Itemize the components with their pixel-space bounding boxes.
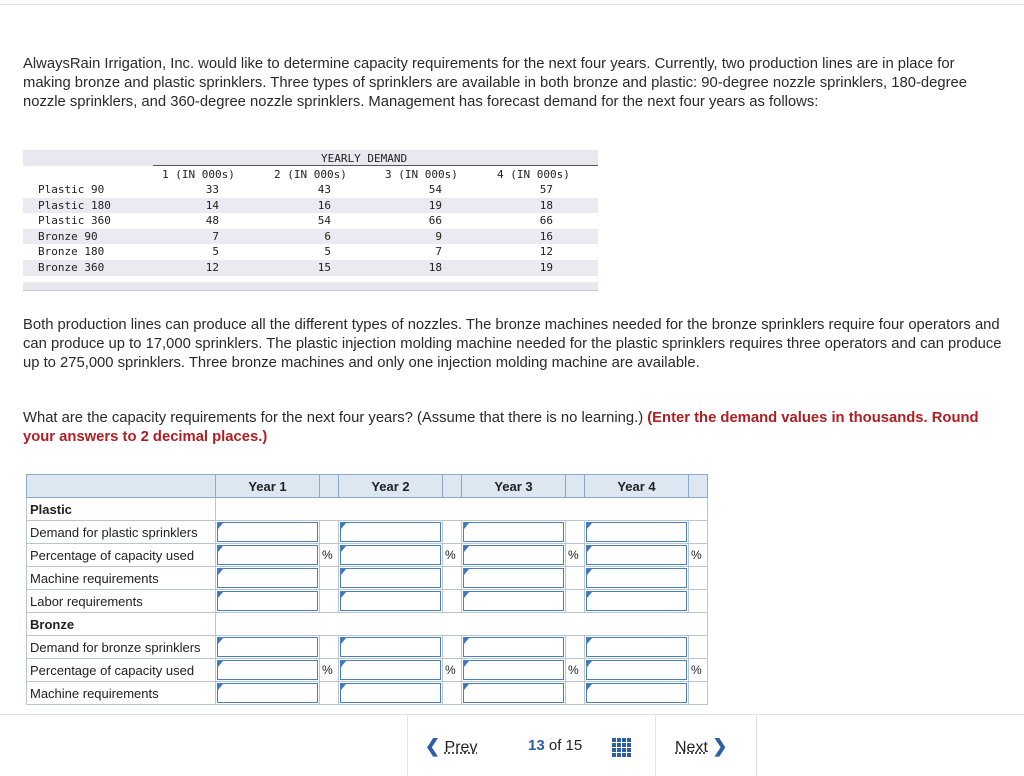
year-header: Year 4 xyxy=(585,475,689,498)
demand-cell: 66 xyxy=(428,214,442,228)
answer-cell xyxy=(462,682,566,705)
demand-table-row xyxy=(23,182,598,198)
answer-input[interactable] xyxy=(586,568,687,588)
capacity-paragraph: Both production lines can produce all the different types of nozzles. The bronze machines needed for the bronze sprinklers require four operators and can produce up to 17,000 sprinklers. The plastic injection molding machine needed for the plastic sprinklers requires three operators and can produce up to 275,000 sprinklers. Three bronze machines and only one injection molding machine are available. xyxy=(23,317,1002,371)
answer-input[interactable] xyxy=(463,522,564,542)
answer-cell xyxy=(585,521,689,544)
percent-cell xyxy=(689,567,708,590)
answer-input[interactable] xyxy=(463,568,564,588)
demand-row-label: Bronze 90 xyxy=(38,229,98,243)
answer-cell xyxy=(339,659,443,682)
demand-cell: 43 xyxy=(317,183,331,196)
answer-cell xyxy=(585,590,689,613)
percent-col-header xyxy=(689,475,708,498)
percent-cell xyxy=(566,544,585,567)
percent-cell xyxy=(443,521,462,544)
demand-cell: 15 xyxy=(317,260,331,274)
percent-cell xyxy=(566,659,585,682)
demand-cell: 7 xyxy=(435,245,442,259)
answer-input[interactable] xyxy=(340,568,441,588)
answer-header-blank xyxy=(27,475,216,498)
percent-cell xyxy=(320,544,339,567)
demand-table-row xyxy=(23,260,598,276)
answer-cell xyxy=(585,544,689,567)
percent-cell xyxy=(689,544,708,567)
answer-cell xyxy=(585,659,689,682)
answer-header-row xyxy=(27,475,708,498)
year-header: Year 3 xyxy=(462,475,566,498)
bronze-section-label: Bronze xyxy=(27,613,216,636)
demand-table-title: YEARLY DEMAND xyxy=(321,152,408,165)
percent-cell xyxy=(320,659,339,682)
answer-cell xyxy=(462,659,566,682)
percent-sign: % xyxy=(568,548,579,562)
answer-input[interactable] xyxy=(340,545,441,565)
question-paragraph xyxy=(23,409,1003,447)
row-label: Machine requirements xyxy=(27,567,216,590)
year-header: Year 1 xyxy=(216,475,320,498)
instruction-hint: (Enter the demand values in thousands. Round your answers to 2 decimal places.) xyxy=(23,410,979,445)
answer-cell xyxy=(462,544,566,567)
answer-input[interactable] xyxy=(586,637,687,657)
demand-cell: 19 xyxy=(428,198,442,212)
percent-cell xyxy=(320,521,339,544)
answer-cell xyxy=(462,567,566,590)
answer-cell xyxy=(216,567,320,590)
answer-cell xyxy=(339,682,443,705)
demand-cell: 66 xyxy=(539,214,553,228)
demand-cell: 9 xyxy=(435,229,442,243)
plastic-section xyxy=(27,498,708,521)
column-header-year3: 3 (IN 000s) xyxy=(385,168,458,181)
answer-cell xyxy=(585,636,689,659)
demand-table-column-headers xyxy=(23,166,598,182)
demand-cell: 54 xyxy=(317,214,331,228)
section-fill xyxy=(216,498,708,521)
demand-table-row xyxy=(23,244,598,260)
answer-cell xyxy=(339,544,443,567)
demand-cell: 6 xyxy=(324,229,331,243)
demand-cell: 16 xyxy=(539,229,553,243)
answer-cell xyxy=(462,521,566,544)
percent-cell xyxy=(443,544,462,567)
nav-separator xyxy=(756,714,757,776)
demand-cell: 18 xyxy=(539,198,553,212)
current-page: 13 xyxy=(528,737,545,754)
bronze-row xyxy=(27,659,708,682)
answer-input[interactable] xyxy=(463,637,564,657)
percent-cell xyxy=(566,636,585,659)
answer-cell xyxy=(339,636,443,659)
answer-input[interactable] xyxy=(586,591,687,611)
bronze-row xyxy=(27,682,708,705)
answer-input[interactable] xyxy=(340,683,441,703)
answer-input[interactable] xyxy=(586,660,687,680)
demand-cell: 5 xyxy=(324,245,331,259)
percent-cell xyxy=(689,659,708,682)
section-fill xyxy=(216,613,708,636)
demand-cell: 14 xyxy=(205,198,219,212)
percent-col-header xyxy=(566,475,585,498)
next-label: Next xyxy=(675,739,708,756)
answer-cell xyxy=(216,521,320,544)
answer-cell xyxy=(339,521,443,544)
demand-cell: 18 xyxy=(428,260,442,274)
bronze-row xyxy=(27,636,708,659)
answer-cell xyxy=(462,636,566,659)
row-label: Machine requirements xyxy=(27,682,216,705)
percent-cell xyxy=(320,590,339,613)
percent-cell xyxy=(566,590,585,613)
percent-cell xyxy=(443,636,462,659)
answer-cell xyxy=(339,567,443,590)
pagination-nav xyxy=(407,714,757,776)
bronze-section xyxy=(27,613,708,636)
percent-cell xyxy=(566,682,585,705)
demand-cell: 57 xyxy=(539,183,553,196)
nav-separator xyxy=(655,714,656,776)
prev-label: Prev xyxy=(444,739,478,756)
answer-input[interactable] xyxy=(340,591,441,611)
answer-cell xyxy=(585,567,689,590)
percent-cell xyxy=(566,521,585,544)
row-label: Demand for bronze sprinklers xyxy=(27,636,216,659)
percent-sign: % xyxy=(445,663,456,677)
percent-cell xyxy=(320,636,339,659)
answer-input[interactable] xyxy=(340,660,441,680)
plastic-row xyxy=(27,590,708,613)
answer-input[interactable] xyxy=(217,683,318,703)
percent-cell xyxy=(689,682,708,705)
answer-input[interactable] xyxy=(463,591,564,611)
percent-sign: % xyxy=(445,548,456,562)
percent-sign: % xyxy=(691,548,702,562)
percent-cell xyxy=(320,682,339,705)
answer-table xyxy=(26,474,708,705)
plastic-row xyxy=(27,521,708,544)
demand-row-label: Plastic 180 xyxy=(38,198,111,212)
demand-cell: 54 xyxy=(428,183,442,196)
demand-table xyxy=(23,150,598,291)
demand-cell: 12 xyxy=(205,260,219,274)
year-header: Year 2 xyxy=(339,475,443,498)
answer-cell xyxy=(339,590,443,613)
demand-row-label: Bronze 180 xyxy=(38,245,105,259)
question-grid-icon[interactable] xyxy=(612,738,631,757)
answer-cell xyxy=(216,590,320,613)
demand-table-row xyxy=(23,229,598,245)
answer-input[interactable] xyxy=(463,545,564,565)
percent-cell xyxy=(689,636,708,659)
demand-cell: 16 xyxy=(317,198,331,212)
percent-sign: % xyxy=(322,663,333,677)
row-label: Labor requirements xyxy=(27,590,216,613)
answer-input[interactable] xyxy=(217,637,318,657)
column-header-year4: 4 (IN 000s) xyxy=(497,168,570,181)
top-divider xyxy=(0,4,1024,5)
nav-separator xyxy=(407,714,408,776)
demand-table-body xyxy=(23,182,598,276)
percent-col-header xyxy=(443,475,462,498)
answer-input[interactable] xyxy=(463,683,564,703)
percent-cell xyxy=(443,659,462,682)
demand-cell: 33 xyxy=(205,183,219,196)
demand-table-footer xyxy=(23,282,598,291)
plastic-row xyxy=(27,544,708,567)
percent-sign: % xyxy=(322,548,333,562)
column-header-year2: 2 (IN 000s) xyxy=(274,168,347,181)
page-indicator xyxy=(528,737,582,754)
answer-cell xyxy=(216,682,320,705)
row-label: Percentage of capacity used xyxy=(27,659,216,682)
demand-cell: 48 xyxy=(205,214,219,228)
answer-input[interactable] xyxy=(217,522,318,542)
percent-cell xyxy=(689,590,708,613)
demand-row-label: Bronze 360 xyxy=(38,260,105,274)
demand-table-title-row xyxy=(23,150,598,166)
intro-paragraph: AlwaysRain Irrigation, Inc. would like to determine capacity requirements for the next four years. Currently, two production lines are in place for making bronze and plastic sprinklers. Three types of sprinklers are available in both bronze and plastic: 90-degree nozzle sprinklers, 180-degree nozzle sprinklers, and 360-degree nozzle sprinklers. Management has forecast demand for the next four years as follows: xyxy=(23,56,967,110)
answer-cell xyxy=(216,544,320,567)
demand-cell: 12 xyxy=(539,245,553,259)
percent-sign: % xyxy=(691,663,702,677)
answer-input[interactable] xyxy=(217,568,318,588)
answer-input[interactable] xyxy=(217,660,318,680)
row-label: Demand for plastic sprinklers xyxy=(27,521,216,544)
percent-cell xyxy=(443,567,462,590)
demand-table-row xyxy=(23,213,598,229)
answer-cell xyxy=(216,659,320,682)
answer-input[interactable] xyxy=(463,660,564,680)
answer-cell xyxy=(462,590,566,613)
chevron-right-icon: ❯ xyxy=(712,736,728,756)
prev-button[interactable] xyxy=(425,736,477,757)
percent-col-header xyxy=(320,475,339,498)
demand-table-row xyxy=(23,198,598,214)
percent-cell xyxy=(443,682,462,705)
answer-input[interactable] xyxy=(586,683,687,703)
row-label: Percentage of capacity used xyxy=(27,544,216,567)
percent-cell xyxy=(566,567,585,590)
percent-cell xyxy=(689,521,708,544)
percent-cell xyxy=(443,590,462,613)
plastic-row xyxy=(27,567,708,590)
demand-cell: 7 xyxy=(212,229,219,243)
question-text: What are the capacity requirements for the next four years? (Assume that there is no learning.) xyxy=(23,410,648,426)
demand-row-label: Plastic 90 xyxy=(38,183,105,196)
demand-row-label: Plastic 360 xyxy=(38,214,111,228)
answer-input[interactable] xyxy=(340,637,441,657)
percent-sign: % xyxy=(568,663,579,677)
answer-input[interactable] xyxy=(217,591,318,611)
answer-input[interactable] xyxy=(217,545,318,565)
demand-cell: 5 xyxy=(212,245,219,259)
answer-cell xyxy=(216,636,320,659)
next-button[interactable] xyxy=(675,736,727,757)
plastic-section-label: Plastic xyxy=(27,498,216,521)
chevron-left-icon: ❮ xyxy=(425,736,441,756)
answer-input[interactable] xyxy=(586,545,687,565)
demand-cell: 19 xyxy=(539,260,553,274)
answer-input[interactable] xyxy=(586,522,687,542)
page-total: of 15 xyxy=(548,737,583,754)
answer-input[interactable] xyxy=(340,522,441,542)
column-header-year1: 1 (IN 000s) xyxy=(162,168,235,181)
percent-cell xyxy=(320,567,339,590)
answer-cell xyxy=(585,682,689,705)
